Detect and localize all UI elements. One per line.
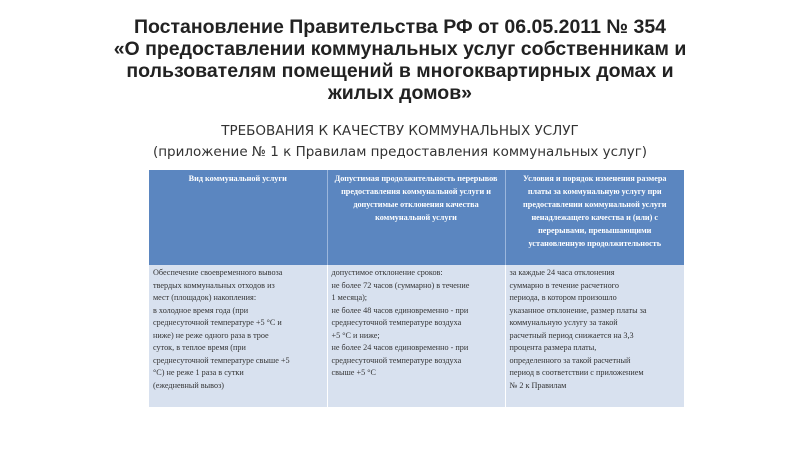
cell-line: мест (площадок) накопления: [153,293,257,302]
column-header-allowed-interruptions: Допустимая продолжительность перерывов предоставления коммунальной услуги и допустимые отклонения качества коммунальной услуги [327,170,505,265]
column-header-service-type: Вид коммунальной услуги [149,170,327,265]
cell-line: не более 48 часов единовременно - при [331,305,469,315]
section-subheading: (приложение № 1 к Правилам предоставления коммунальных услуг) [152,144,648,160]
requirements-table [149,170,684,407]
cell-line: среднесуточной температуре воздуха [331,355,462,365]
cell-line: (ежедневный вывоз) [153,380,225,390]
cell-payment-change [505,265,684,407]
cell-line: не более 24 часов единовременно - при [331,343,469,352]
section-heading: ТРЕБОВАНИЯ К КАЧЕСТВУ КОММУНАЛЬНЫХ УСЛУГ [221,123,579,139]
table-header-row [149,170,684,265]
cell-line: Обеспечение своевременного вывоза [153,268,283,277]
title-line: пользователям помещений в многоквартирных домах и [126,60,674,82]
cell-line: среднесуточной температуре воздуха [331,318,462,327]
document-title [60,16,740,104]
title-line: жилых домов» [327,82,473,104]
title-line: Постановление Правительства РФ от 06.05.2011 № 354 [133,16,667,38]
table-row [149,265,684,407]
cell-line: свыше +5 °С [331,368,376,377]
cell-line: +5 °С и ниже; [331,330,380,340]
cell-line: суток, в теплое время (при [153,343,246,352]
column-header-payment-change: Условия и порядок изменения размера платы за коммунальную услугу при предоставлении коммунальной услуги ненадлежащего качества и (или) с перерывами, превышающими установленную продолжительность [505,170,684,265]
cell-line: твердых коммунальных отходов из [153,280,275,290]
cell-line: № 2 к Правилам [509,380,567,390]
cell-line: 1 месяца); [331,293,368,302]
cell-line: расчетный период снижается на 3,3 [509,330,634,340]
cell-line: ниже) не реже одного раза в трое [153,330,269,340]
cell-line: определенного за такой расчетный [509,355,631,365]
cell-line: допустимое отклонение сроков: [331,268,443,277]
cell-line: среднесуточной температуре свыше +5 [153,355,290,365]
cell-line: не более 72 часов (суммарно) в течение [331,280,470,290]
table-header [149,170,684,265]
cell-line: периода, в котором произошло [509,293,617,302]
cell-line: °С) не реже 1 раза в сутки [153,368,244,377]
cell-line: среднесуточной температуре +5 °С и [153,318,282,327]
cell-line: в холодное время года (при [153,305,249,315]
cell-allowed-interruptions [327,265,505,407]
cell-line: коммунальную услугу за такой [509,318,618,327]
cell-line: за каждые 24 часа отклонения [509,268,615,277]
cell-service-type [149,265,327,407]
cell-line: период в соответствии с приложением [509,368,644,377]
cell-line: процента размера платы, [509,343,597,352]
cell-line: указанное отклонение, размер платы за [509,305,647,315]
title-line: «О предоставлении коммунальных услуг собственникам и [113,38,687,60]
cell-line: суммарно в течение расчетного [509,280,619,290]
